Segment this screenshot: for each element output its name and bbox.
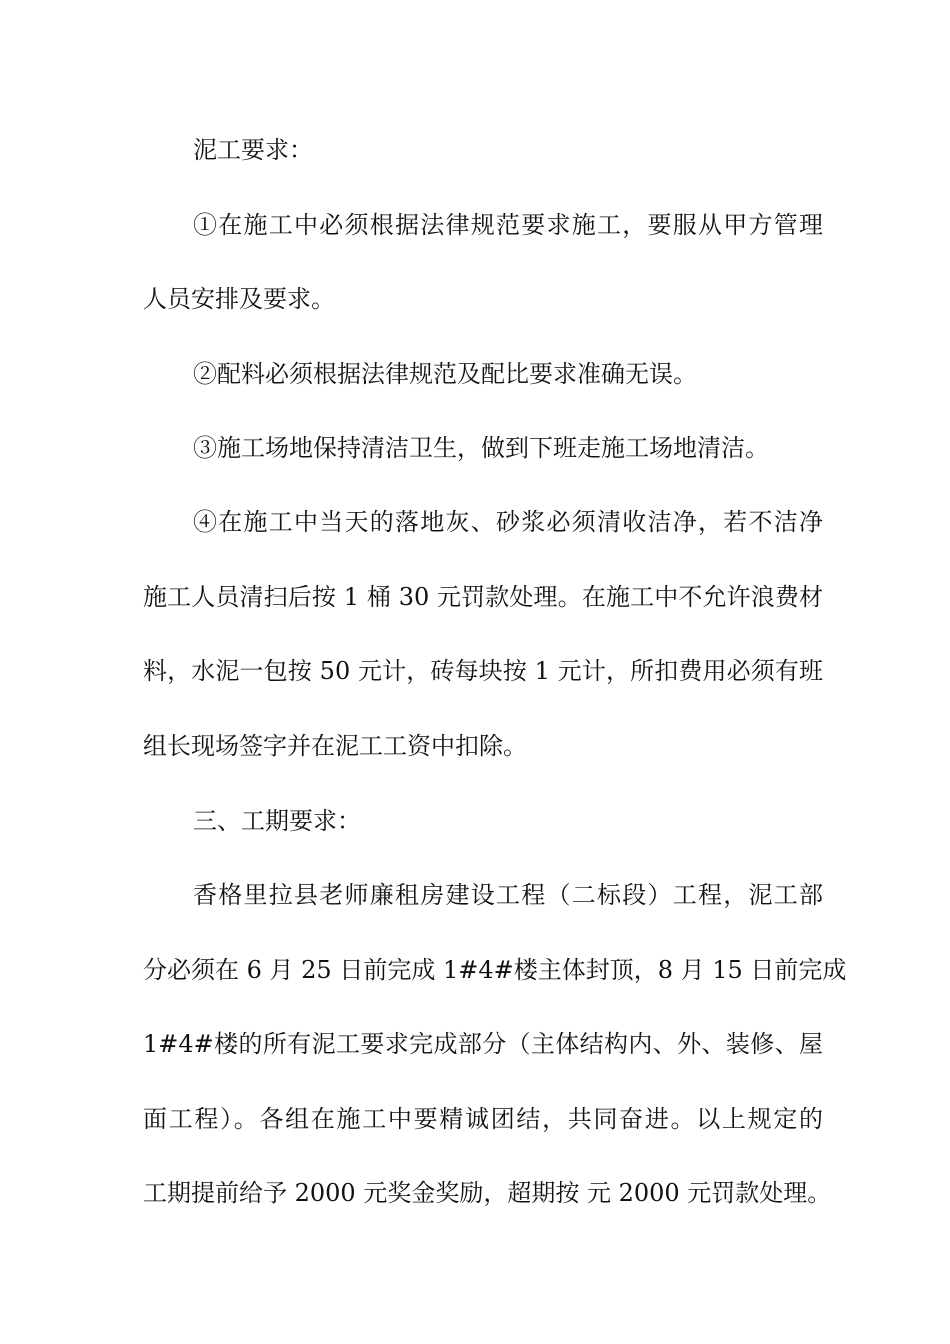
paragraph-line: 施工人员清扫后按 1 桶 30 元罚款处理。在施工中不允许浪费材	[143, 583, 823, 611]
section-heading-mason-requirements: 泥工要求：	[193, 136, 313, 164]
paragraph-line: 分必须在 6 月 25 日前完成 1#4#楼主体封顶，8 月 15 日前完成	[143, 956, 847, 984]
section-heading-schedule-requirements: 三、工期要求：	[193, 807, 361, 835]
paragraph-line: 料，水泥一包按 50 元计，砖每块按 1 元计，所扣费用必须有班	[143, 657, 823, 685]
paragraph-line: 香格里拉县老师廉租房建设工程（二标段）工程，泥工部	[193, 881, 823, 909]
paragraph-line: 面工程）。各组在施工中要精诚团结，共同奋进。以上规定的	[143, 1105, 823, 1133]
paragraph-line: 组长现场签字并在泥工工资中扣除。	[143, 732, 527, 760]
paragraph-line: 1#4#楼的所有泥工要求完成部分（主体结构内、外、装修、屋	[143, 1030, 823, 1058]
paragraph-line: 人员安排及要求。	[143, 285, 335, 313]
paragraph-line: ②配料必须根据法律规范及配比要求准确无误。	[193, 360, 697, 388]
paragraph-line: ③施工场地保持清洁卫生，做到下班走施工场地清洁。	[193, 434, 769, 462]
paragraph-line: ①在施工中必须根据法律规范要求施工，要服从甲方管理	[193, 211, 823, 239]
paragraph-line: 工期提前给予 2000 元奖金奖励，超期按 元 2000 元罚款处理。	[143, 1179, 832, 1207]
paragraph-line: ④在施工中当天的落地灰、砂浆必须清收洁净，若不洁净	[193, 508, 823, 536]
